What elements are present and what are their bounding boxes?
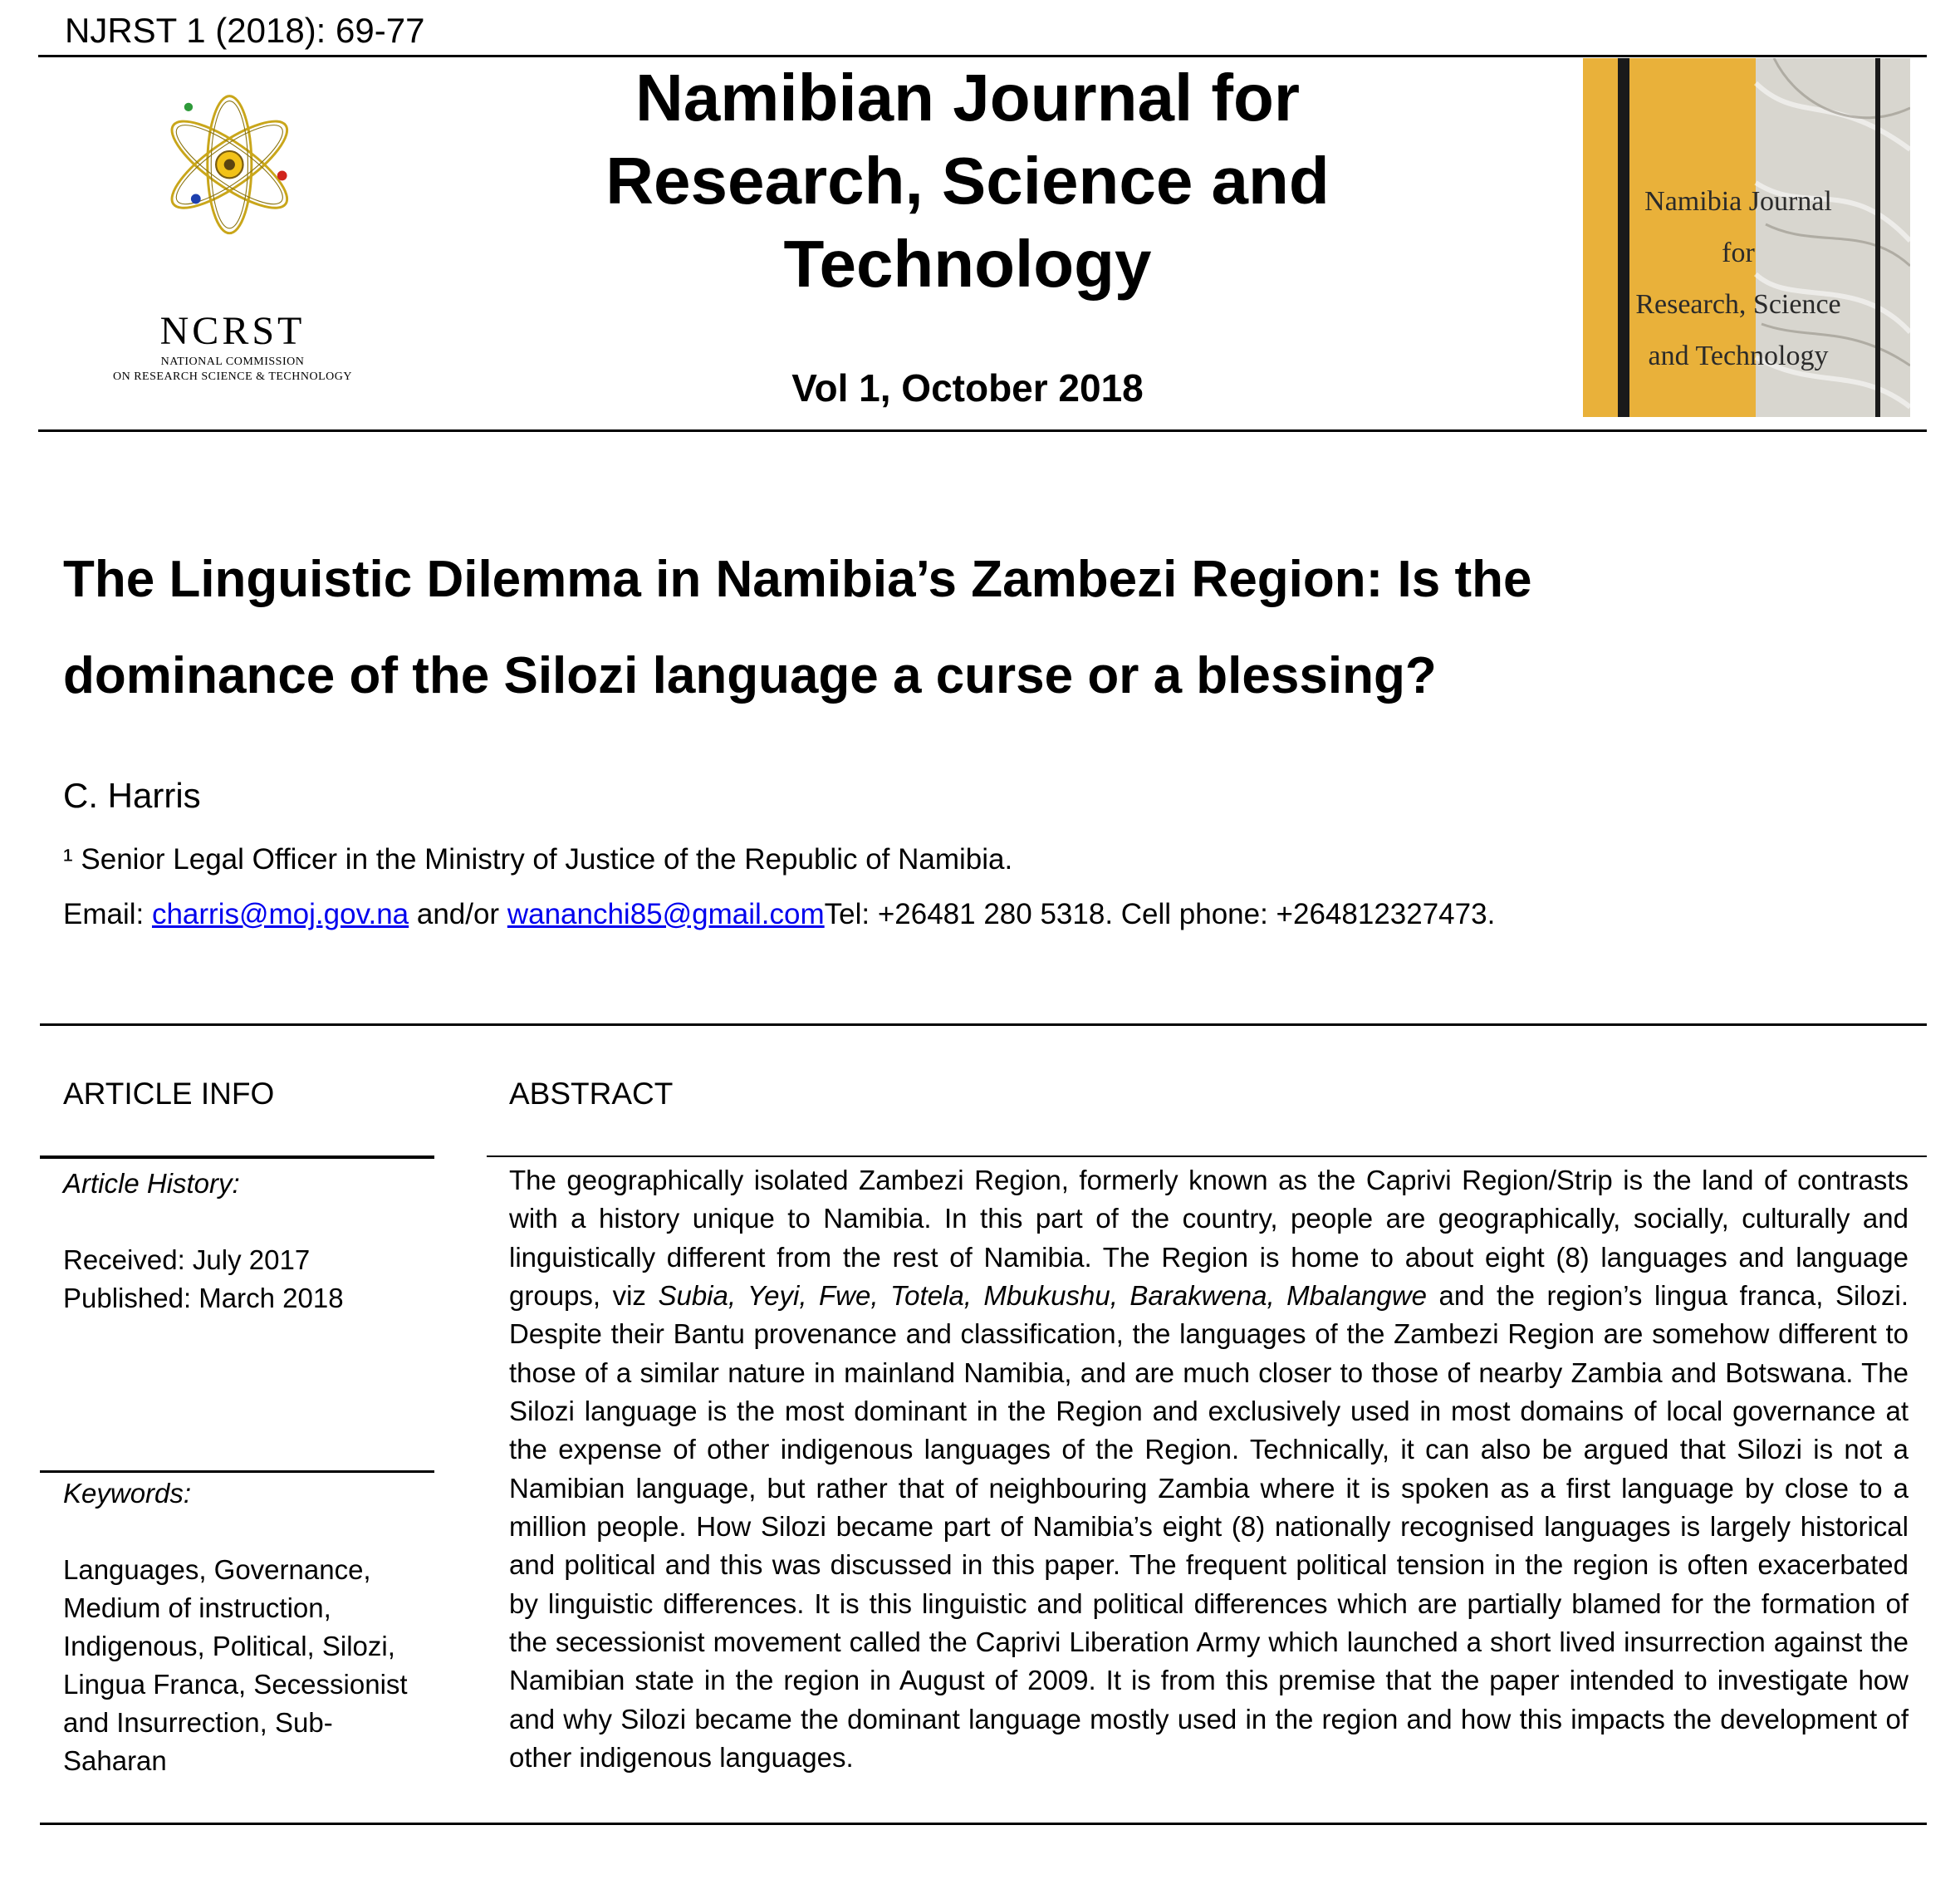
article-info-heading: ARTICLE INFO bbox=[63, 1077, 275, 1111]
keywords-rule bbox=[40, 1470, 434, 1473]
journal-title bbox=[465, 56, 1470, 306]
keyword-line: Languages, Governance, bbox=[63, 1554, 371, 1585]
author-contact bbox=[63, 895, 1495, 935]
abstract-text bbox=[509, 1161, 1909, 1778]
logo-subtitle: NATIONAL COMMISSION bbox=[160, 356, 305, 368]
cover-title bbox=[1634, 176, 1842, 382]
journal-title-line: Research, Science and bbox=[605, 144, 1330, 218]
author-name: C. Harris bbox=[63, 776, 201, 815]
volume-date: Vol 1, October 2018 bbox=[791, 366, 1144, 410]
email-link-1[interactable]: charris@moj.gov.na bbox=[151, 898, 409, 930]
abstract-heading: ABSTRACT bbox=[509, 1077, 674, 1111]
cover-title-line: Namibia Journal for bbox=[1644, 186, 1832, 268]
section-rule bbox=[40, 1023, 1927, 1026]
keywords-list bbox=[63, 1551, 408, 1780]
keywords-label: Keywords: bbox=[63, 1478, 192, 1509]
header-bottom-rule bbox=[38, 429, 1927, 432]
email-link-2[interactable]: wananchi85@gmail.com bbox=[507, 898, 825, 930]
keyword-line: Saharan bbox=[63, 1745, 167, 1776]
author-affiliation: ¹ Senior Legal Officer in the Ministry of Justice of the Republic of Namibia. bbox=[63, 843, 1013, 876]
journal-title-line: Namibian Journal for bbox=[635, 61, 1301, 135]
email-label: Email: bbox=[63, 898, 152, 930]
keyword-line: Indigenous, Political, Silozi, bbox=[63, 1631, 395, 1661]
abstract-part-2: and the region’s lingua franca, Silozi. Despite their Bantu provenance and classification, the languages of the Zambezi Region are somehow different to those of a similar nature in mainland Namibia, and are much closer to those of nearby Zambia and Botswana. The Silozi language is the most dominant in the Region and exclusively used in most domains of local governance at the expense of other indigenous languages of the Region. Technically, it can also be argued that Silozi is not a Namibian language, but rather that of neighbouring Zambia where it is spoken as a first language by close to a million people. How Silozi became part of Namibia’s eight (8) nationally recognised languages is largely historical and political and this was discussed in this paper. The frequent political tension in the region is often exacerbated by linguistic differences. It is this linguistic and political differences which are partially blamed for the formation of the secessionist movement called the Caprivi Liberation Army which launched a short lived insurrection against the Namibian state in the region in August of 2009. It is from this premise that the paper intended to investigate how and why Silozi became the dominant language mostly used in the region and how this impacts the development of other indigenous languages. bbox=[509, 1280, 1909, 1774]
abstract-languages: Subia, Yeyi, Fwe, Totela, Mbukushu, Barakwena, Mbalangwe bbox=[658, 1280, 1427, 1312]
article-info-rule bbox=[40, 1155, 434, 1159]
ncrst-atom-logo bbox=[125, 79, 341, 312]
logo-ncrst-text: NCRST bbox=[159, 309, 306, 353]
abstract-part-1: The geographically isolated Zambezi Region, formerly known as the Caprivi Region/Strip is the land of contrasts with a history unique to Namibia. In this part of the country, people are geographically, socially, culturally and linguistically different from the rest of Namibia. The Region is home to about eight (8) languages and language groups, viz bbox=[509, 1165, 1909, 1312]
journal-citation: NJRST 1 (2018): 69-77 bbox=[65, 11, 425, 50]
article-title bbox=[63, 532, 1874, 724]
cover-title-line: Research, Science bbox=[1635, 289, 1841, 320]
journal-cover-image bbox=[1583, 58, 1910, 417]
phone-info: Tel: +26481 280 5318. Cell phone: +264812327473. bbox=[824, 898, 1496, 930]
article-title-line: dominance of the Silozi language a curse or a blessing? bbox=[63, 647, 1437, 704]
published-date: Published: March 2018 bbox=[63, 1283, 344, 1313]
abstract-rule bbox=[487, 1155, 1927, 1157]
article-title-line: The Linguistic Dilemma in Namibia’s Zambezi Region: Is the bbox=[63, 551, 1532, 608]
keyword-line: Lingua Franca, Secessionist bbox=[63, 1669, 408, 1700]
cover-title-line: and Technology bbox=[1648, 341, 1829, 371]
logo-subtitle: ON RESEARCH SCIENCE & TECHNOLOGY bbox=[113, 370, 352, 383]
keyword-line: and Insurrection, Sub- bbox=[63, 1707, 333, 1738]
email-connector: and/or bbox=[409, 898, 507, 930]
keyword-line: Medium of instruction, bbox=[63, 1592, 331, 1623]
footer-rule bbox=[40, 1823, 1927, 1825]
received-date: Received: July 2017 bbox=[63, 1244, 311, 1275]
journal-title-line: Technology bbox=[783, 227, 1152, 301]
article-history-label: Article History: bbox=[63, 1168, 240, 1199]
